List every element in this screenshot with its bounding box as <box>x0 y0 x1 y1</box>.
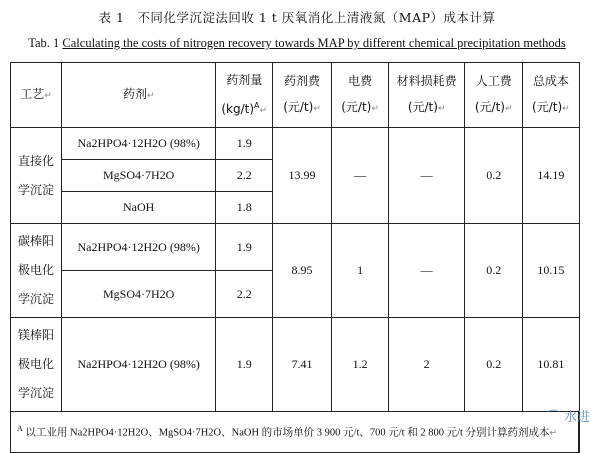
agent-cell: Na2HPO4·12H2O (98%) <box>61 128 215 160</box>
dosage-cell: 2.2 <box>216 271 273 318</box>
agent-cost-cell: 8.95 <box>273 224 332 318</box>
footnote: $^A$ 以工业用 Na2HPO4·12H2O、MgSO4·7H2O、NaOH 的市场单价 3 900 元/t、700 元/t 和 2 800 元/t 分别计算药剂成本↵ <box>11 412 580 453</box>
table-title-english <box>0 36 594 51</box>
total-cell: 10.81 <box>523 318 579 412</box>
power-cell: — <box>332 128 389 224</box>
header-total: 总成本 (元/t)↵ <box>523 63 579 128</box>
header-power: 电费 (元/t)↵ <box>332 63 389 128</box>
agent-cell: MgSO4·7H2O <box>61 160 215 192</box>
material-cell: — <box>389 224 465 318</box>
cost-table <box>10 62 580 453</box>
header-material: 材料损耗费 (元/t)↵ <box>389 63 465 128</box>
table-title-chinese: 表 1 不同化学沉淀法回收 1 t 厌氧消化上清液氮（MAP）成本计算 <box>98 10 496 25</box>
dosage-cell: 2.2 <box>216 160 273 192</box>
material-cell: 2 <box>389 318 465 412</box>
labor-cell: 0.2 <box>465 318 523 412</box>
header-row <box>11 63 580 128</box>
agent-cell: NaOH <box>61 192 215 224</box>
process-cell: 直接化学沉淀 <box>11 128 62 224</box>
labor-cell: 0.2 <box>465 128 523 224</box>
watermark-logo: ⌒ 水进 <box>546 410 590 425</box>
header-dosage: 药剂量 $(kg/t)^A↵$ <box>216 63 273 128</box>
total-cell: 14.19 <box>523 128 579 224</box>
table-caption: Calculating the costs of nitrogen recovery towards MAP by different chemical precipitation methods <box>62 36 566 50</box>
agent-cost-cell: 7.41 <box>273 318 332 412</box>
dosage-cell: 1.9 <box>216 128 273 160</box>
table-number: Tab. 1 <box>28 36 63 50</box>
power-cell: 1.2 <box>332 318 389 412</box>
material-cell: — <box>389 128 465 224</box>
dosage-cell: 1.9 <box>216 224 273 271</box>
header-labor: 人工费 (元/t)↵ <box>465 63 523 128</box>
process-cell: 镁棒阳极电化学沉淀 <box>11 318 62 412</box>
total-cell: 10.15 <box>523 224 579 318</box>
header-agent-cost: 药剂费 (元/t)↵ <box>273 63 332 128</box>
labor-cell: 0.2 <box>465 224 523 318</box>
table-row <box>11 318 580 412</box>
agent-cost-cell: 13.99 <box>273 128 332 224</box>
process-cell: 碳棒阳极电化学沉淀 <box>11 224 62 318</box>
footnote-row <box>11 412 580 453</box>
table-row <box>11 128 580 160</box>
agent-cell: Na2HPO4·12H2O (98%) <box>61 224 215 271</box>
header-process: 工艺↵ <box>11 63 62 128</box>
power-cell: 1 <box>332 224 389 318</box>
agent-cell: Na2HPO4·12H2O (98%) <box>61 318 215 412</box>
table-row <box>11 224 580 271</box>
dosage-cell: 1.9 <box>216 318 273 412</box>
agent-cell: MgSO4·7H2O <box>61 271 215 318</box>
dosage-cell: 1.8 <box>216 192 273 224</box>
header-agent: 药剂↵ <box>61 63 215 128</box>
